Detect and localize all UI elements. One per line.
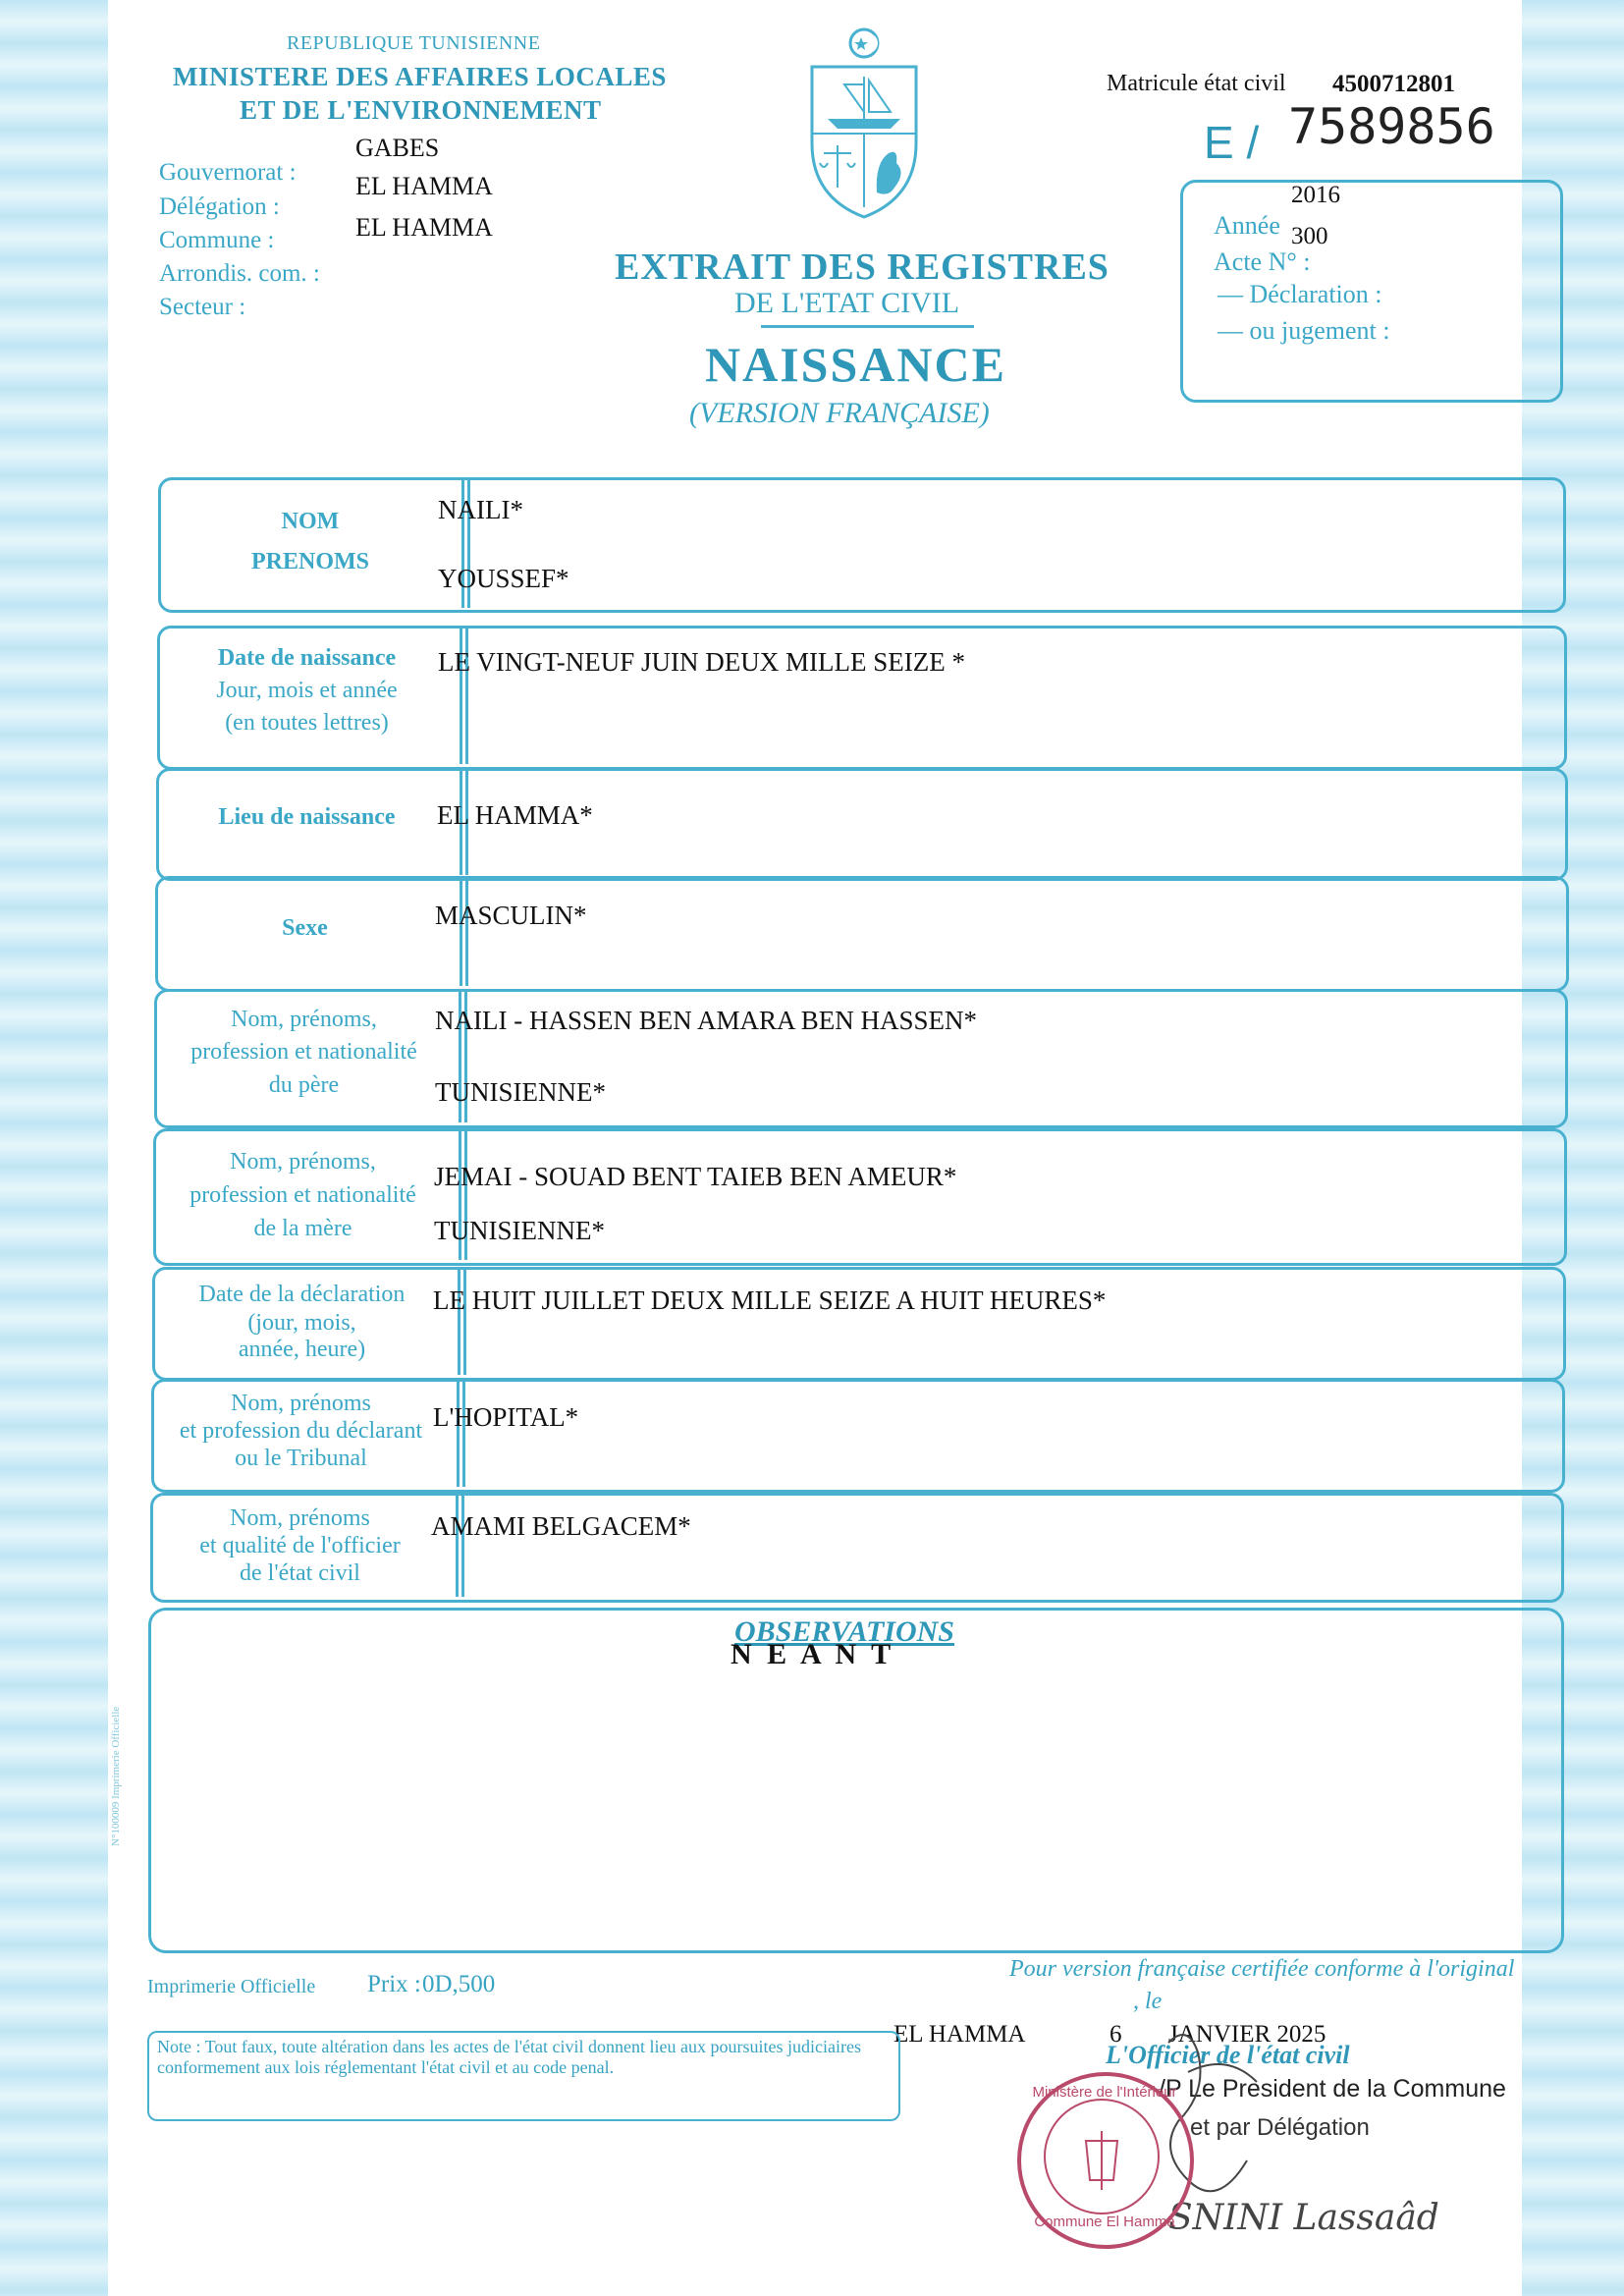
stamp-top-text: Ministère de l'Intérieur: [1032, 2084, 1177, 2101]
delegation-label: Délégation :: [159, 193, 280, 220]
title-version: (VERSION FRANÇAISE): [689, 397, 990, 429]
place-value: EL HAMMA: [893, 2021, 1026, 2048]
row-divider: [460, 879, 462, 986]
nom-label: NOM: [281, 509, 340, 534]
republique-label: REPUBLIQUE TUNISIENNE: [287, 32, 541, 54]
officier-label-3: de l'état civil: [240, 1560, 360, 1586]
decl-label-1: Date de la déclaration: [198, 1282, 406, 1307]
signature-name: SNINI Lassaâd: [1168, 2198, 1439, 2238]
date-label-3: (en toutes lettres): [225, 710, 389, 736]
title-line2: DE L'ETAT CIVIL: [734, 287, 960, 319]
secteur-label: Secteur :: [159, 294, 246, 320]
pere-label-1: Nom, prénoms,: [231, 1007, 377, 1032]
declarant-label-3: ou le Tribunal: [235, 1446, 367, 1471]
row-nom-box: [158, 477, 1566, 613]
president-text: /P Le President de la Commune: [1159, 2075, 1506, 2103]
officier-value: AMAMI BELGACEM*: [431, 1511, 691, 1541]
mere-label-3: de la mère: [253, 1216, 352, 1241]
decl-label-3: année, heure): [238, 1337, 366, 1362]
prenoms-value: YOUSSEF*: [438, 564, 569, 593]
observations-label: OBSERVATIONS: [734, 1615, 954, 1648]
date-value: LE VINGT-NEUF JUIN DEUX MILLE SEIZE *: [438, 647, 965, 677]
commune-value: EL HAMMA: [355, 213, 493, 242]
row-divider: [462, 1382, 465, 1487]
le-text: , le: [1133, 1989, 1163, 2014]
mere-value-1: JEMAI - SOUAD BENT TAIEB BEN AMEUR*: [434, 1162, 957, 1191]
title-underline: [761, 325, 974, 328]
date-label-2: Jour, mois et année: [216, 678, 398, 703]
decl-value: LE HUIT JUILLET DEUX MILLE SEIZE A HUIT HEURES*: [433, 1285, 1107, 1315]
stamp-bottom-text: Commune El Hamma: [1034, 2214, 1175, 2230]
side-print: N°100009 Imprimerie Officielle: [110, 1706, 122, 1846]
official-stamp: [1017, 2072, 1194, 2249]
serial-prefix: E /: [1204, 117, 1260, 168]
delegation-text: et par Délégation: [1190, 2114, 1370, 2141]
coat-of-arms-icon: [800, 26, 928, 222]
gouvernorat-value: GABES: [355, 134, 440, 162]
date-rest: JANVIER 2025: [1168, 2021, 1326, 2048]
declarant-value: L'HOPITAL*: [433, 1402, 579, 1432]
note-text: Note : Tout faux, toute altération dans les actes de l'état civil donnent lieu aux poursuites judiciaires conformement aux lois réglementant l'état civil et au code penal.: [157, 2037, 861, 2077]
lieu-value: EL HAMMA*: [437, 800, 593, 830]
date-day: 6: [1110, 2021, 1122, 2048]
mere-label-2: profession et nationalité: [189, 1182, 416, 1208]
lieu-label: Lieu de naissance: [218, 804, 396, 830]
decl-label-2: (jour, mois,: [247, 1310, 356, 1336]
arrondis-label: Arrondis. com. :: [159, 260, 320, 287]
acte-label: Acte N° :: [1214, 247, 1311, 276]
commune-label: Commune :: [159, 227, 275, 253]
nom-value: NAILI*: [438, 495, 523, 524]
matricule-label: Matricule état civil: [1107, 71, 1286, 96]
observations-value: N E A N T: [731, 1638, 895, 1670]
annee-label: Année: [1214, 211, 1280, 240]
prix-value: 0D,500: [422, 1971, 496, 1997]
ministere-line2: ET DE L'ENVIRONNEMENT: [240, 95, 602, 125]
serial-number: 7589856: [1288, 98, 1495, 155]
certifiee-text: Pour version française certifiée conforme à l'original: [1009, 1956, 1515, 1982]
matricule-value: 4500712801: [1332, 71, 1455, 97]
row-divider: [465, 879, 468, 986]
ministere-line1: MINISTERE DES AFFAIRES LOCALES: [173, 62, 667, 91]
declaration-label: — Déclaration :: [1218, 280, 1382, 308]
title-line1: EXTRAIT DES REGISTRES: [615, 246, 1110, 288]
pere-label-2: profession et nationalité: [190, 1039, 417, 1065]
declarant-label-1: Nom, prénoms: [231, 1391, 371, 1416]
prenoms-label: PRENOMS: [251, 549, 369, 574]
acte-value: 300: [1291, 223, 1328, 249]
title-naissance: NAISSANCE: [705, 337, 1006, 392]
officier-title: L'Officier de l'état civil: [1106, 2041, 1350, 2069]
pere-value-2: TUNISIENNE*: [435, 1077, 606, 1107]
sexe-label: Sexe: [282, 915, 328, 941]
row-divider: [457, 1382, 460, 1487]
officier-label-2: et qualité de l'officier: [199, 1533, 401, 1558]
imprimerie-label: Imprimerie Officielle: [147, 1976, 316, 1997]
delegation-value: EL HAMMA: [355, 172, 493, 200]
mere-value-2: TUNISIENNE*: [434, 1216, 605, 1245]
officier-label-1: Nom, prénoms: [230, 1505, 370, 1531]
jugement-label: — ou jugement :: [1218, 316, 1390, 345]
annee-value: 2016: [1291, 182, 1340, 208]
pere-label-3: du père: [268, 1072, 340, 1098]
gouvernorat-label: Gouvernorat :: [159, 159, 297, 186]
mere-label-1: Nom, prénoms,: [230, 1149, 376, 1175]
date-label-1: Date de naissance: [217, 645, 397, 671]
sexe-value: MASCULIN*: [435, 901, 587, 930]
pere-value-1: NAILI - HASSEN BEN AMARA BEN HASSEN*: [435, 1006, 978, 1035]
decorative-border-left: [0, 0, 118, 2296]
declarant-label-2: et profession du déclarant: [179, 1418, 423, 1444]
prix-label: Prix :: [367, 1971, 421, 1997]
